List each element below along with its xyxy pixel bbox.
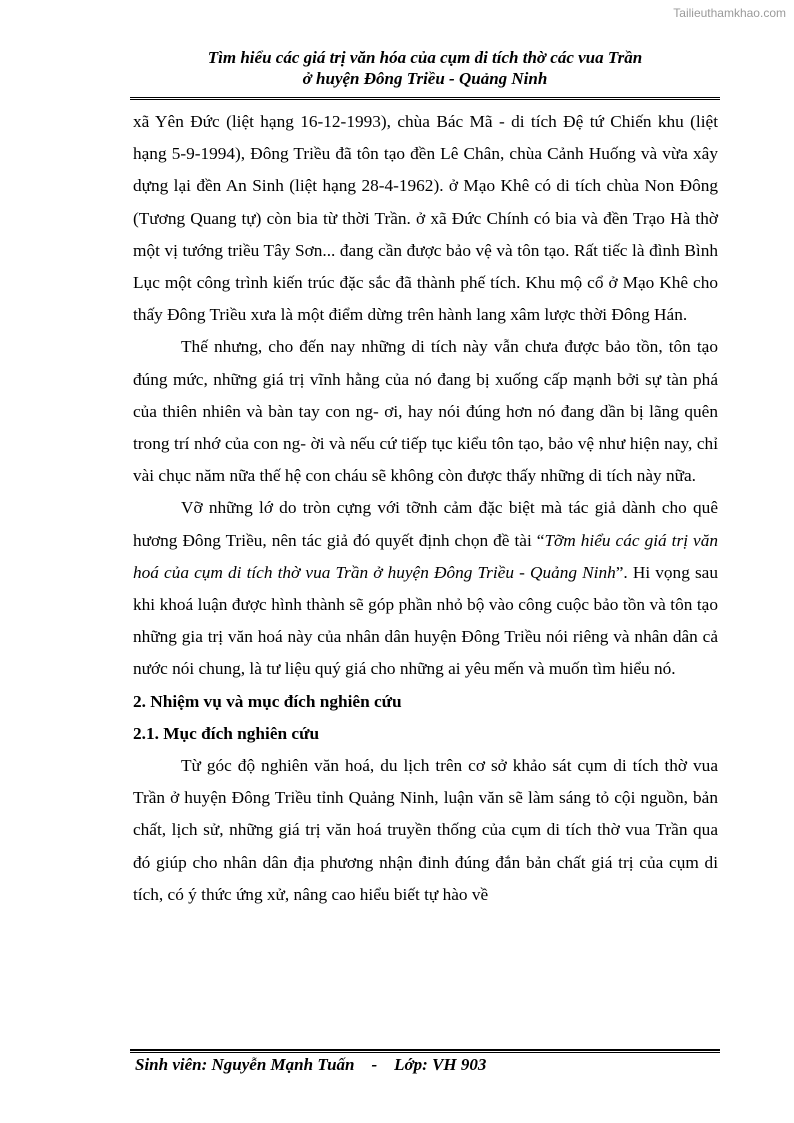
- thesis-title: Tỡm hiểu các giá trị văn hoá của cụm di tích thờ vua Trần ở huyện Đông Triều - Quảng Ninh: [133, 530, 718, 582]
- header-title-line1: Tìm hiểu các giá trị văn hóa của cụm di tích thờ các vua Trần: [207, 48, 643, 67]
- paragraph-topic-reason: [133, 492, 718, 685]
- footer-student: Sinh viên: Nguyễn Mạnh Tuấn: [135, 1055, 355, 1074]
- section-heading: 2. Nhiệm vụ và mục đích nghiên cứu: [133, 691, 402, 711]
- header-title-line2: ở huyện Đông Triều - Quảng Ninh: [302, 69, 548, 88]
- paragraph: Thế nhưng, cho đến nay những di tích này vẫn chưa được bảo tồn, tôn tạo đúng mức, những giá trị vĩnh hằng của nó đang bị xuống cấp mạnh bởi sự tàn phá của thiên nhiên và bàn tay con ng- ơi, hay nói đúng hơn nó đang dần bị lãng quên trong trí nhớ của con ng- ời và nếu cứ tiếp tục kiểu tôn tạo, bảo vệ như hiện nay, chỉ vài chục năm nữa thế hệ con cháu sẽ không còn được thấy những di tích này nữa.: [133, 337, 718, 486]
- document-body: [133, 106, 718, 911]
- paragraph: Từ góc độ nghiên văn hoá, du lịch trên cơ sở khảo sát cụm di tích thờ vua Trần ở huyện Đông Triều tỉnh Quảng Ninh, luận văn sẽ làm sáng tỏ cội nguồn, bản chất, lịch sử, những giá trị văn hoá truyền thống của cụm di tích thờ vua Trần qua đó giúp cho nhân dân địa phương nhận đinh đúng đắn bản chất giá trị của cụm di tích, có ý thức ứng xử, nâng cao hiểu biết tự hào về: [133, 756, 718, 904]
- paragraph-continuation: xã Yên Đức (liệt hạng 16-12-1993), chùa Bác Mã - di tích Đệ tứ Chiến khu (liệt hạng 5-9-1994), Đông Triều đã tôn tạo đền Lê Chân, chùa Cảnh Huống và vừa xây dựng lại đền An Sinh (liệt hạng 28-4-1962). ở Mạo Khê có di tích chùa Non Đông (Tương Quang tự) còn bia từ thời Trần. ở xã Đức Chính có bia và đền Trạo Hà thờ một vị tướng triều Tây Sơn... đang cần được bảo vệ và tôn tạo. Rất tiếc là đình Bình Lục một công trình kiến trúc đặc sắc đã thành phế tích. Khu mộ cổ ở Mạo Khê cho thấy Đông Triều xưa là một điểm dừng trên hành lang xâm lược thời Đông Hán.: [133, 112, 718, 325]
- watermark: Tailieuthamkhao.com: [673, 6, 786, 20]
- page-footer: [135, 1055, 486, 1075]
- footer-divider: [130, 1049, 720, 1053]
- page-header: [130, 47, 720, 89]
- footer-separator: -: [371, 1055, 378, 1074]
- paragraph-text: Vỡ những lớ do tròn cựng với tỡnh cảm đặc biệt mà tác giả dành cho quê hương Đông Triều, nên tác giả đó quyết định chọn đề tài “: [133, 498, 718, 550]
- footer-class: Lớp: VH 903: [394, 1055, 487, 1074]
- subsection-heading: 2.1. Mục đích nghiên cứu: [133, 723, 320, 743]
- header-divider: [130, 97, 720, 100]
- paragraph-text: ”. Hi vọng sau khi khoá luận được hình thành sẽ góp phần nhỏ bộ vào công cuộc bảo tồn và tôn tạo những gia trị văn hoá này của nhân dân huyện Đông Triều nói riêng và nhân dân cả nước nói chung, là tư liệu quý giá cho những ai yêu mến và muốn tìm hiểu nó.: [133, 562, 718, 679]
